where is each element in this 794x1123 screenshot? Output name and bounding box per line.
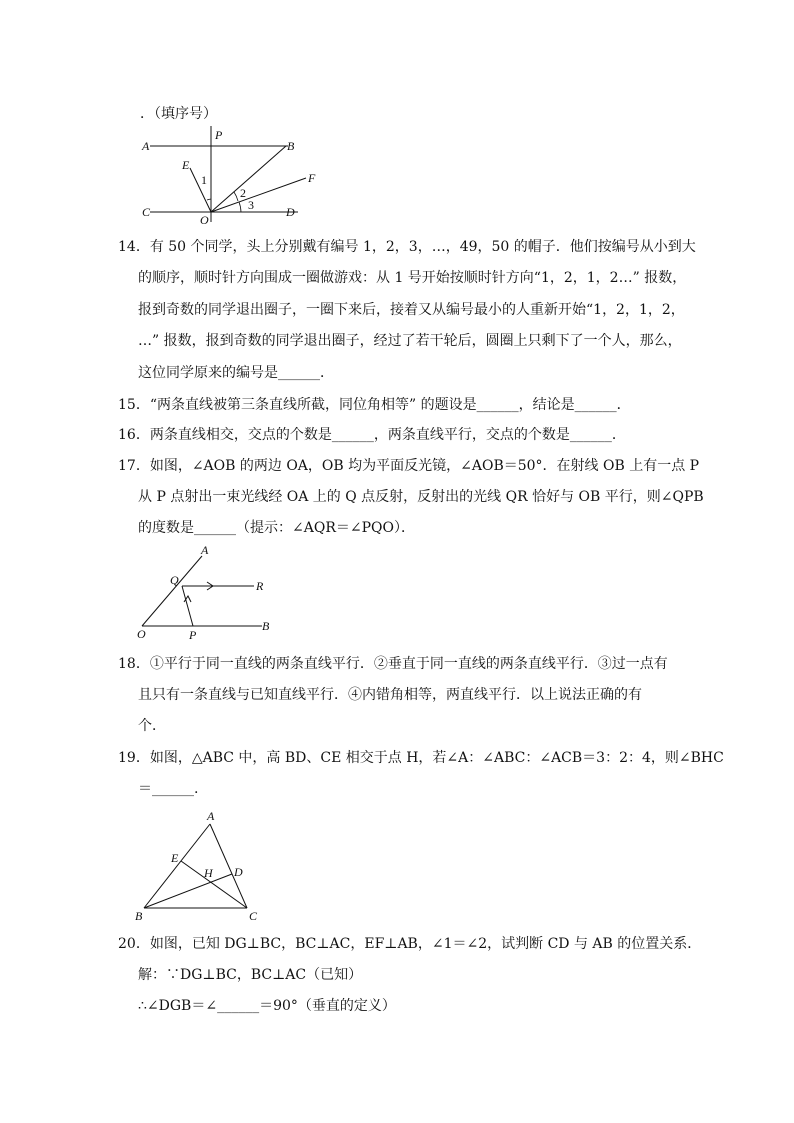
- q16-line: 16．两条直线相交，交点的个数是______，两条直线平行，交点的个数是______．: [118, 427, 626, 443]
- q14-line2: 的顺序，顺时针方向围成一圈做游戏：从 1 号开始按顺时针方向“1，2，1，2…” 报数，: [138, 270, 687, 286]
- q20-line2: 解：∵DG⊥BC，BC⊥AC（已知）: [138, 967, 363, 983]
- q18-line3: 个．: [138, 718, 166, 734]
- figure-q19: [132, 804, 262, 922]
- q19-line1: 19．如图，△ABC 中，高 BD、CE 相交于点 H，若∠A：∠ABC：∠ACB＝3：2：4，则∠BHC: [118, 750, 724, 766]
- q14-line1: 14．有 50 个同学，头上分别戴有编号 1，2，3，…，49，50 的帽子．他们按编号从小到大: [118, 239, 696, 255]
- fig17-label-o: O: [137, 627, 146, 641]
- fig17-label-q: Q: [170, 573, 179, 587]
- fig13-label-b: B: [287, 139, 295, 153]
- fig19-label-d: D: [234, 865, 243, 879]
- fig19-label-b: B: [135, 909, 143, 922]
- q19-line2: ＝______.: [138, 781, 199, 797]
- fig13-label-e: E: [182, 158, 190, 172]
- q18-line2: 且只有一条直线与已知直线平行．④内错角相等，两直线平行．以上说法正确的有: [138, 687, 642, 703]
- fig13-label-a: A: [142, 139, 150, 153]
- fig13-label-2: 2: [240, 186, 246, 200]
- q15-line: 15．“两条直线被第三条直线所截，同位角相等” 的题设是______，结论是______．: [118, 397, 631, 413]
- q17-line1: 17．如图，∠AOB 的两边 OA，OB 均为平面反光镜，∠AOB＝50°．在射线 OB 上有一点 P: [118, 458, 700, 474]
- fig13-label-3: 3: [248, 198, 254, 212]
- fig13-label-o: O: [200, 213, 209, 226]
- fig13-label-c: C: [142, 205, 151, 219]
- fig17-label-p: P: [189, 628, 197, 642]
- fig17-label-a: A: [201, 543, 209, 557]
- fig17-label-r: R: [256, 579, 264, 593]
- figure-q17: [132, 542, 282, 642]
- q17-line3: 的度数是______（提示：∠AQR＝∠PQO）．: [138, 520, 415, 536]
- fig13-label-d: D: [286, 205, 295, 219]
- q18-line1: 18．①平行于同一直线的两条直线平行．②垂直于同一直线的两条直线平行．③过一点有: [118, 656, 668, 672]
- fig13-label-p: P: [215, 128, 223, 142]
- q20-line1: 20．如图，已知 DG⊥BC，BC⊥AC，EF⊥AB，∠1＝∠2，试判断 CD 与 AB 的位置关系．: [118, 936, 702, 952]
- q14-line4: …” 报数，报到奇数的同学退出圈子，经过了若干轮后，圆圈上只剩下了一个人，那么，: [138, 333, 682, 349]
- fig13-label-1: 1: [201, 173, 207, 187]
- fig19-label-h: H: [204, 866, 213, 880]
- q17-line2: 从 P 点射出一束光线经 OA 上的 Q 点反射，反射出的光线 QR 恰好与 OB 平行，则∠QPB: [138, 489, 704, 505]
- fig19-label-c: C: [249, 909, 258, 922]
- fig19-label-e: E: [171, 851, 179, 865]
- fig19-label-a: A: [207, 809, 215, 823]
- q14-line3: 报到奇数的同学退出圈子，一圈下来后，接着又从编号最小的人重新开始“1，2，1，2，: [138, 302, 685, 318]
- figure-q13: [138, 126, 328, 226]
- fig17-label-b: B: [262, 619, 270, 633]
- q13-tail: ．（填序号）: [140, 106, 217, 122]
- fig13-label-f: F: [308, 171, 316, 185]
- q20-line3: ∴∠DGB＝∠______＝90°（垂直的定义）: [138, 998, 396, 1014]
- q14-line5: 这位同学原来的编号是______．: [138, 365, 334, 381]
